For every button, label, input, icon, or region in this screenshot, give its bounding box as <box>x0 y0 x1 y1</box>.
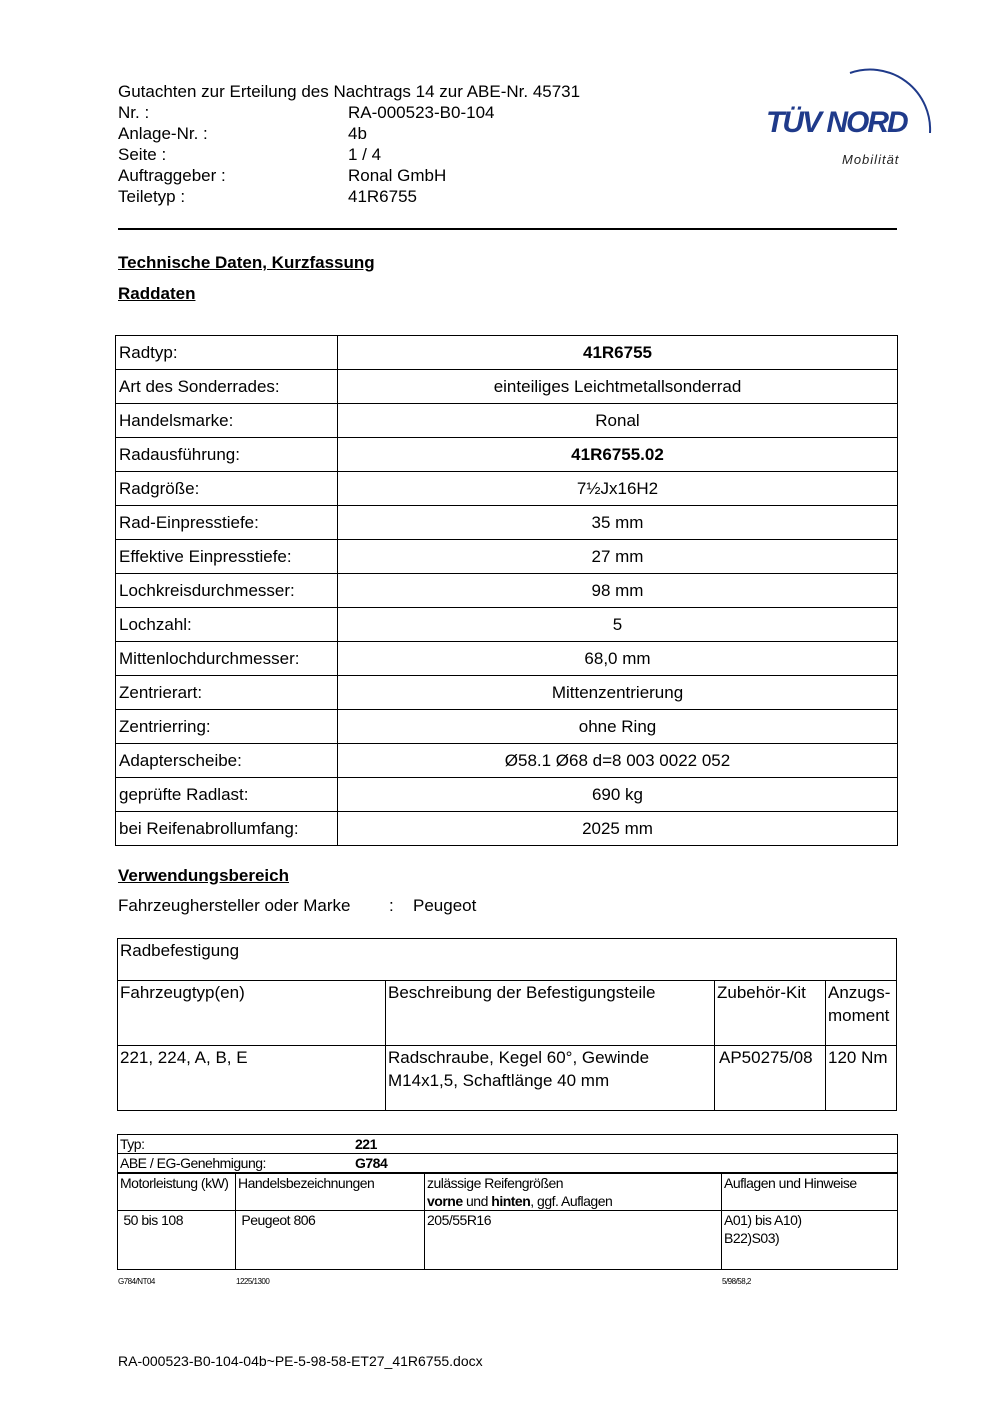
abe-cell <box>118 1154 898 1174</box>
raddaten-row <box>116 336 898 370</box>
raddaten-row <box>116 710 898 744</box>
typ-header-auflagen: , ggf. Auflagen <box>530 1193 613 1209</box>
raddaten-row <box>116 404 898 438</box>
befest-cell-zubehoer: AP50275/08 <box>715 1046 826 1111</box>
raddaten-row <box>116 540 898 574</box>
logo-brand: TÜV NORD <box>766 106 907 139</box>
abe-value: G784 <box>355 1155 388 1171</box>
typ-header-motorleistung: Motorleistung (kW) <box>118 1173 236 1211</box>
header-divider <box>118 228 897 230</box>
raddaten-row <box>116 812 898 846</box>
typ-header-und: und <box>462 1193 492 1209</box>
raddaten-row <box>116 574 898 608</box>
header-label-auftraggeber: Auftraggeber : <box>118 166 226 185</box>
raddaten-value: 41R6755.02 <box>338 438 898 472</box>
raddaten-label: Lochkreisdurchmesser: <box>116 574 338 608</box>
footer-filename: RA-000523-B0-104-04b~PE-5-98-58-ET27_41R6755.docx <box>118 1353 483 1369</box>
header-value-teiletyp: 41R6755 <box>348 187 418 206</box>
raddaten-row <box>116 744 898 778</box>
header-value-seite: 1 / 4 <box>348 145 382 164</box>
raddaten-value: 41R6755 <box>338 336 898 370</box>
befest-data-row <box>118 1046 897 1111</box>
typ-cell <box>118 1135 898 1154</box>
typ-header-handelsbezeichnungen: Handelsbezeichnungen <box>236 1173 425 1211</box>
header-value-anlage: 4b <box>348 124 367 143</box>
befest-header-row <box>118 981 897 1046</box>
befest-header-beschreibung: Beschreibung der Befestigungsteile <box>386 981 715 1046</box>
typ-header-hinten: hinten <box>491 1193 531 1209</box>
befest-cell-anzugsmoment: 120 Nm <box>826 1046 897 1111</box>
code-range: 1225/1300 <box>236 1277 270 1286</box>
code-nt: G784/NT04 <box>118 1277 155 1286</box>
typ-header-hinweise: Auflagen und Hinweise <box>722 1173 898 1211</box>
abe-label: ABE / EG-Genehmigung: <box>120 1155 266 1171</box>
raddaten-label: Handelsmarke: <box>116 404 338 438</box>
raddaten-label: bei Reifenabrollumfang: <box>116 812 338 846</box>
typ-header-reifengroessen <box>425 1173 722 1211</box>
header-label-teiletyp: Teiletyp : <box>118 187 186 206</box>
usage-value: Peugeot <box>413 896 477 915</box>
raddaten-label: Radtyp: <box>116 336 338 370</box>
raddaten-label: geprüfte Radlast: <box>116 778 338 812</box>
raddaten-row <box>116 642 898 676</box>
typ-header-vorne: vorne <box>427 1193 463 1209</box>
raddaten-label: Radausführung: <box>116 438 338 472</box>
raddaten-label: Lochzahl: <box>116 608 338 642</box>
typ-cell-reifengroesse: 205/55R16 <box>425 1211 722 1270</box>
raddaten-value: Mittenzentrierung <box>338 676 898 710</box>
befest-header-zubehoer: Zubehör-Kit <box>715 981 826 1046</box>
raddaten-value: 98 mm <box>338 574 898 608</box>
raddaten-value: 7½Jx16H2 <box>338 472 898 506</box>
raddaten-value: 2025 mm <box>338 812 898 846</box>
raddaten-label: Radgröße: <box>116 472 338 506</box>
raddaten-row <box>116 608 898 642</box>
raddaten-label: Effektive Einpresstiefe: <box>116 540 338 574</box>
raddaten-row <box>116 778 898 812</box>
typ-table <box>117 1134 898 1270</box>
typ-cell-hinweise <box>722 1211 898 1270</box>
raddaten-label: Mittenlochdurchmesser: <box>116 642 338 676</box>
document-title: Gutachten zur Erteilung des Nachtrags 14 zur ABE-Nr. 45731 <box>118 82 581 101</box>
typ-header-reifen-line1: zulässige Reifengrößen <box>427 1175 564 1191</box>
header-label-nr: Nr. : <box>118 103 150 122</box>
header-label-anlage: Anlage-Nr. : <box>118 124 208 143</box>
section-tech-title: Technische Daten, Kurzfassung <box>118 253 375 272</box>
typ-header-row <box>118 1173 898 1211</box>
raddaten-label: Rad-Einpresstiefe: <box>116 506 338 540</box>
raddaten-value: 690 kg <box>338 778 898 812</box>
raddaten-value: Ronal <box>338 404 898 438</box>
raddaten-value: einteiliges Leichtmetallsonderrad <box>338 370 898 404</box>
header-label-seite: Seite : <box>118 145 167 164</box>
raddaten-value: Ø58.1 Ø68 d=8 003 0022 052 <box>338 744 898 778</box>
section-usage-title: Verwendungsbereich <box>118 866 289 885</box>
raddaten-row <box>116 370 898 404</box>
raddaten-value: 27 mm <box>338 540 898 574</box>
header-value-nr: RA-000523-B0-104 <box>348 103 495 122</box>
abe-row <box>118 1154 898 1174</box>
befest-header-anzugsmoment: Anzugs- moment <box>826 981 897 1046</box>
raddaten-value: 35 mm <box>338 506 898 540</box>
befest-cell-fahrzeugtyp: 221, 224, A, B, E <box>118 1046 386 1111</box>
radbefestigung-table <box>117 938 897 1111</box>
typ-cell-handelsbezeichnung: Peugeot 806 <box>236 1211 425 1270</box>
usage-label: Fahrzeughersteller oder Marke <box>118 896 351 915</box>
raddaten-row <box>116 438 898 472</box>
raddaten-body <box>116 336 898 846</box>
raddaten-label: Zentrierring: <box>116 710 338 744</box>
befest-header-fahrzeugtyp: Fahrzeugtyp(en) <box>118 981 386 1046</box>
befest-title-row <box>118 939 897 981</box>
raddaten-row <box>116 472 898 506</box>
typ-row <box>118 1135 898 1154</box>
header-value-auftraggeber: Ronal GmbH <box>348 166 447 185</box>
befest-title: Radbefestigung <box>118 939 897 981</box>
section-rad-title: Raddaten <box>118 284 196 303</box>
raddaten-value: 68,0 mm <box>338 642 898 676</box>
typ-header-reifen-line2 <box>427 1192 719 1210</box>
raddaten-row <box>116 506 898 540</box>
raddaten-value: ohne Ring <box>338 710 898 744</box>
raddaten-label: Art des Sonderrades: <box>116 370 338 404</box>
typ-label: Typ: <box>120 1136 145 1152</box>
befest-cell-beschreibung: Radschraube, Kegel 60°, Gewinde M14x1,5, Schaftlänge 40 mm <box>386 1046 715 1111</box>
raddaten-label: Zentrierart: <box>116 676 338 710</box>
usage-separator: : <box>389 896 394 915</box>
typ-hinweise-line2: B22)S03) <box>724 1230 780 1246</box>
tuv-nord-logo <box>760 58 940 173</box>
typ-hinweise-line1: A01) bis A10) <box>724 1212 802 1228</box>
code-pcd: 5/98/58,2 <box>722 1277 751 1286</box>
raddaten-value: 5 <box>338 608 898 642</box>
typ-cell-motorleistung: 50 bis 108 <box>118 1211 236 1270</box>
raddaten-table <box>115 335 898 846</box>
raddaten-row <box>116 676 898 710</box>
raddaten-label: Adapterscheibe: <box>116 744 338 778</box>
logo-subtitle: Mobilität <box>842 152 900 167</box>
typ-value: 221 <box>355 1136 377 1152</box>
typ-data-row <box>118 1211 898 1270</box>
